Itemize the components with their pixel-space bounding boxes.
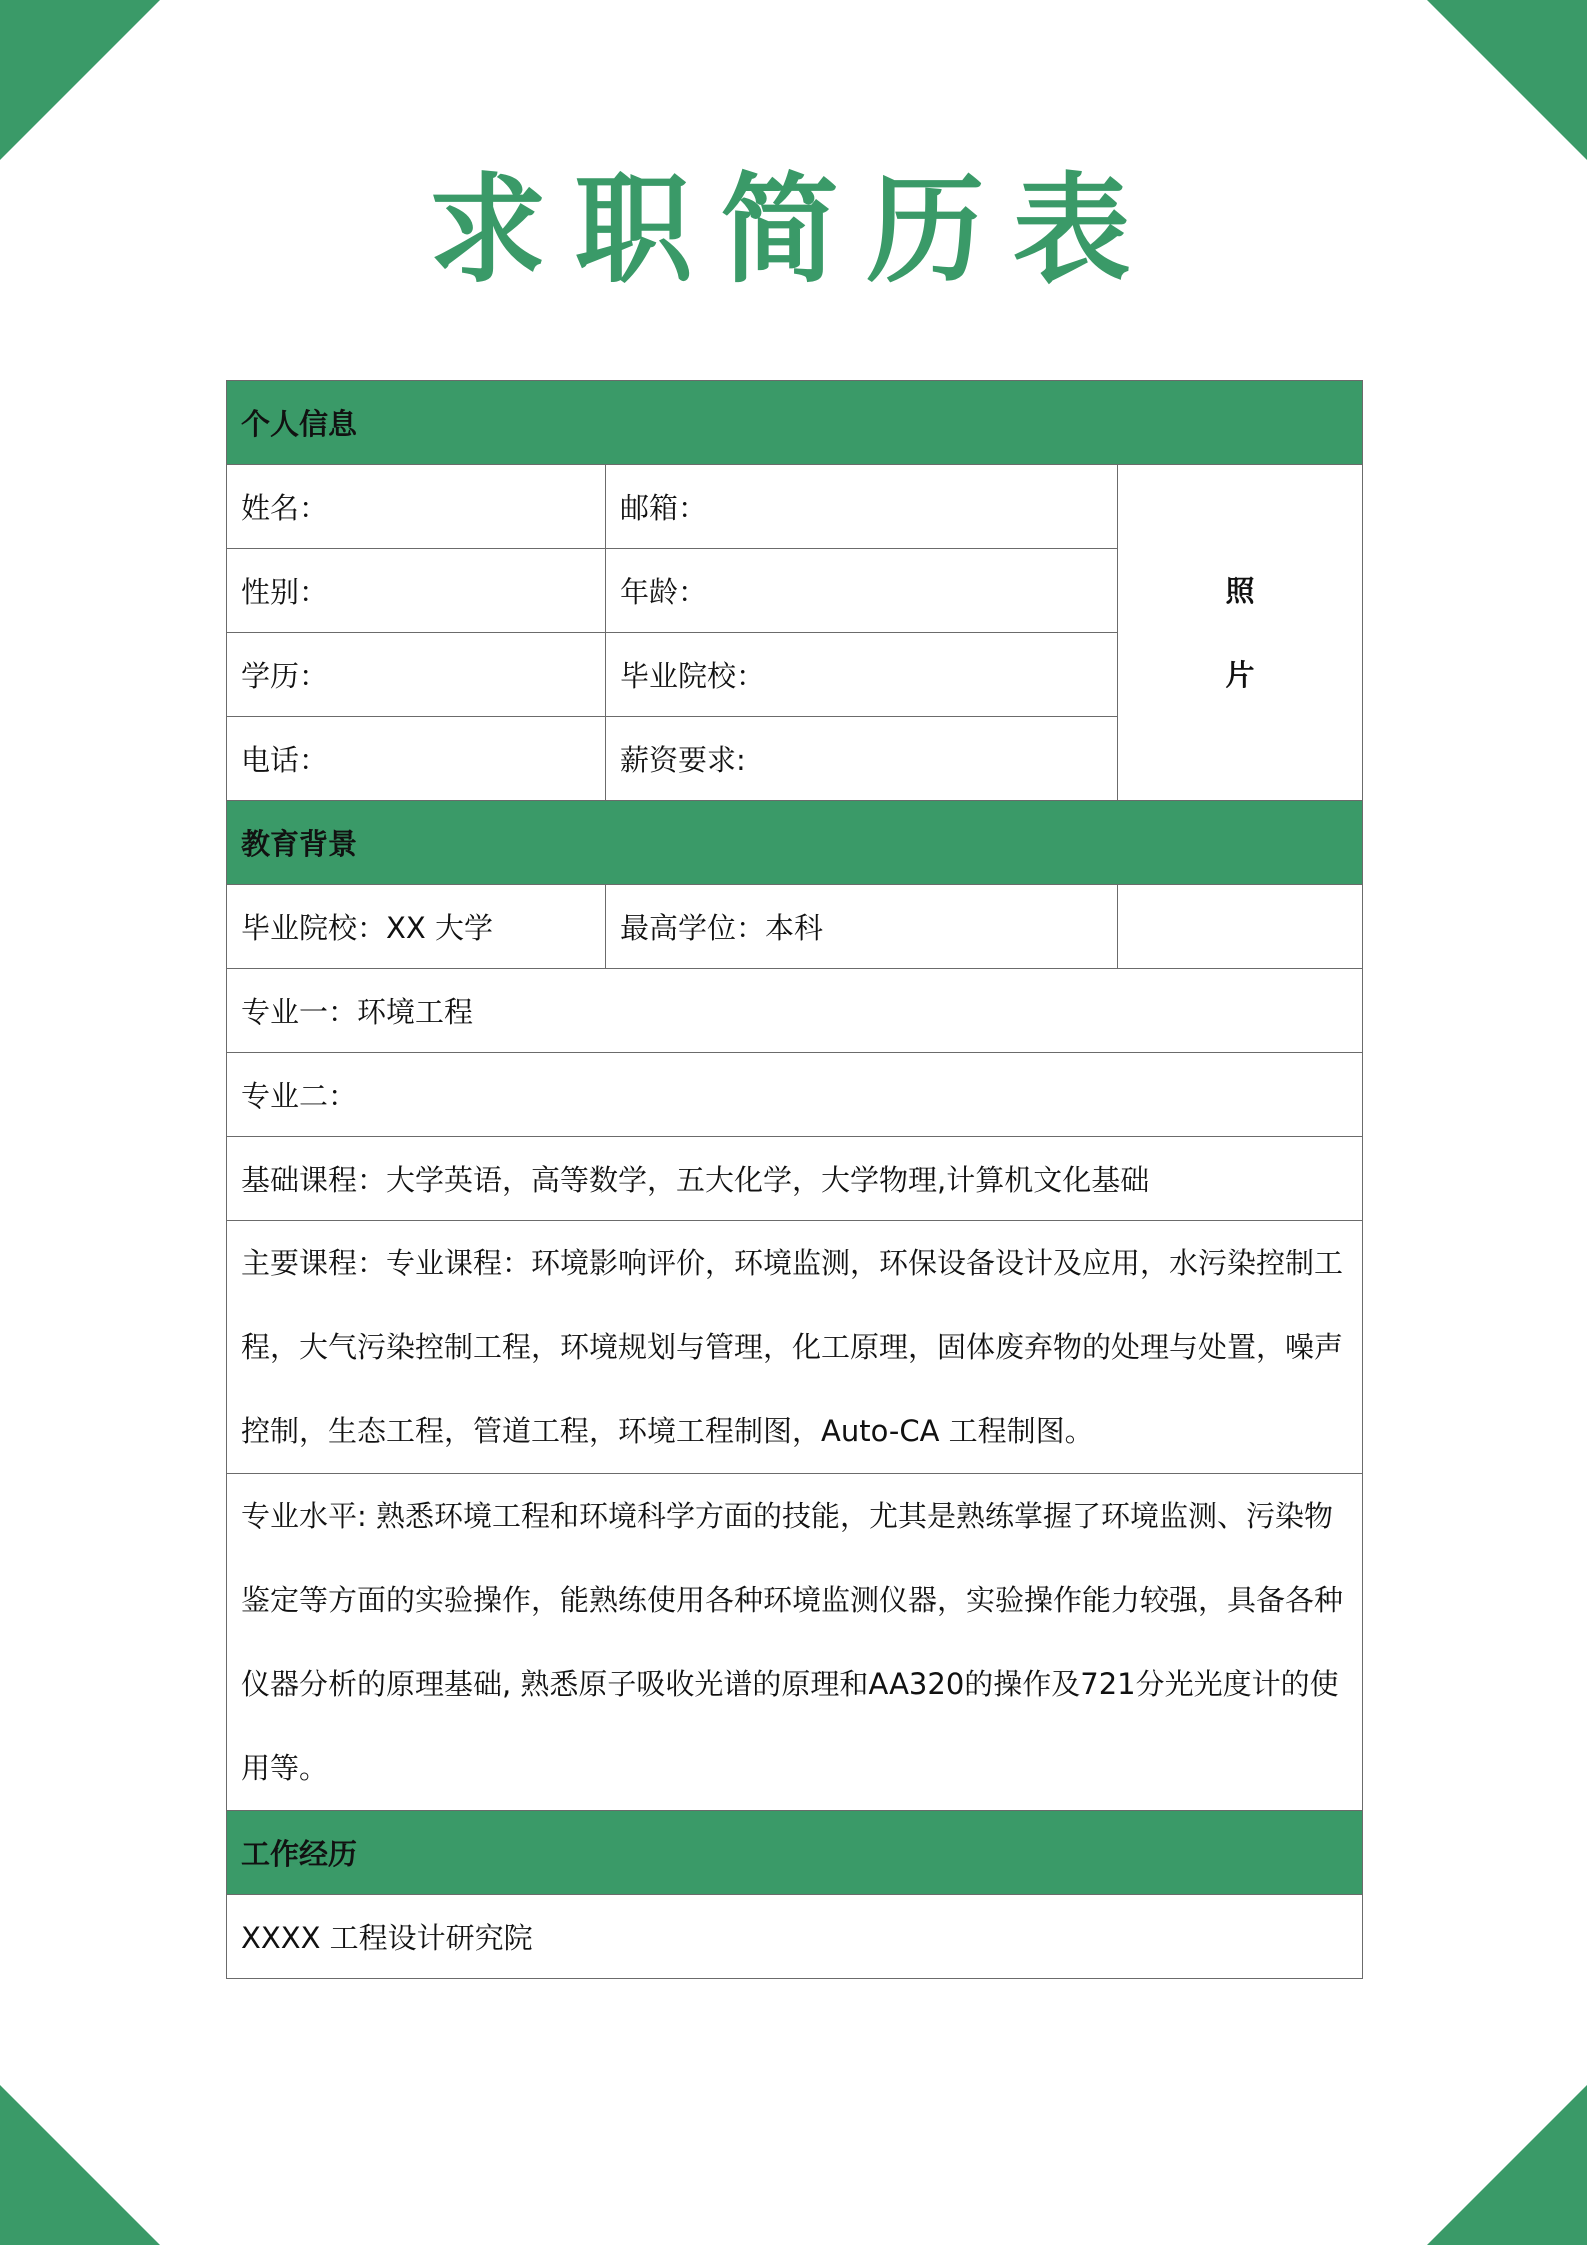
edu-empty-cell [1118,885,1363,969]
field-education: 学历： [227,633,606,717]
edu-basic-courses: 基础课程：大学英语，高等数学，五大化学，大学物理,计算机文化基础 [227,1137,1363,1221]
section-header-education: 教育背景 [227,801,1363,885]
field-gender: 性别： [227,549,606,633]
photo-label-1: 照 [1225,573,1255,608]
photo-placeholder [1118,465,1363,801]
corner-decoration-bottom-right [1427,2085,1587,2245]
photo-label-2: 片 [1225,657,1255,692]
corner-decoration-top-left [0,0,160,160]
corner-decoration-top-right [1427,0,1587,160]
field-school: 毕业院校： [606,633,1118,717]
field-phone: 电话： [227,717,606,801]
resume-table [226,380,1363,1979]
field-age: 年龄： [606,549,1118,633]
edu-main-courses: 主要课程：专业课程：环境影响评价，环境监测，环保设备设计及应用，水污染控制工程，大气污染控制工程，环境规划与管理，化工原理，固体废弃物的处理与处置，噪声控制，生态工程，管道工程，环境工程制图，Auto-CA 工程制图。 [227,1221,1363,1474]
field-salary: 薪资要求: [606,717,1118,801]
field-email: 邮箱： [606,465,1118,549]
field-name: 姓名： [227,465,606,549]
edu-degree: 最高学位：本科 [606,885,1118,969]
section-header-personal: 个人信息 [227,381,1363,465]
work-company: XXXX 工程设计研究院 [227,1895,1363,1979]
edu-school: 毕业院校：XX 大学 [227,885,606,969]
corner-decoration-bottom-left [0,2085,160,2245]
edu-major2: 专业二： [227,1053,1363,1137]
edu-skills: 专业水平: 熟悉环境工程和环境科学方面的技能，尤其是熟练掌握了环境监测、污染物鉴定等方面的实验操作，能熟练使用各种环境监测仪器，实验操作能力较强，具备各种仪器分析的原理基础, 熟悉原子吸收光谱的原理和AA320的操作及721分光光度计的使用等。 [227,1474,1363,1811]
page-title: 求职简历表 [428,161,1159,299]
section-header-work: 工作经历 [227,1811,1363,1895]
edu-major1: 专业一：环境工程 [227,969,1363,1053]
